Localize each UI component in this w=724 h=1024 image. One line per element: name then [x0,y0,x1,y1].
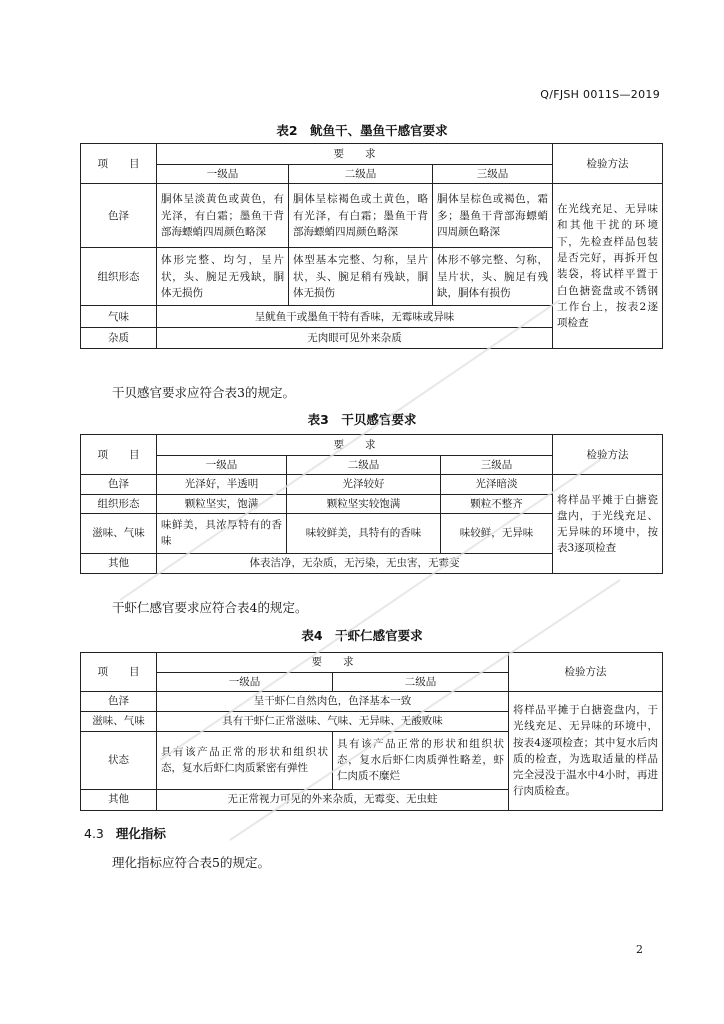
table3-row-name: 其他 [81,553,157,573]
table2-header-item: 项 目 [81,144,157,184]
table3-header-item: 项 目 [81,435,157,475]
table4-grade-2: 二级品 [333,673,509,692]
table2-cell: 无肉眼可见外来杂质 [157,328,553,349]
table2-cell: 胴体呈棕褐色或土黄色，略有光泽，有白霜；墨鱼干背部海螵蛸四周颜色略深 [289,184,433,248]
table2-grade-2: 二级品 [289,165,433,184]
table4-row-name: 滋味、气味 [81,711,157,731]
table2-row-name: 杂质 [81,328,157,349]
document-code: Q/FJSH 0011S—2019 [540,88,660,101]
table2-title: 表2 鱿鱼干、墨鱼干感官要求 [276,123,448,138]
paragraph: 干虾仁感官要求应符合表4的规定。 [112,600,308,615]
table2-method: 在光线充足、无异味和其他干扰的环境下，先检查样品包装是否完好，再拆开包装袋，将试样平置于白色搪瓷盘或不锈钢工作台上，按表2逐项检查 [553,184,663,349]
paragraph: 理化指标应符合表5的规定。 [112,855,270,870]
table2-header-requirement: 要 求 [157,144,553,165]
section-title: 理化指标 [115,826,166,841]
page-number: 2 [636,943,643,956]
table3 [80,434,663,574]
table4-cell: 具有该产品正常的形状和组织状态，复水后虾仁肉质弹性略差，虾仁肉质不糜烂 [333,731,509,789]
table3-row-name: 色泽 [81,475,157,494]
table4-header-requirement: 要 求 [157,653,509,673]
table4-row-name: 状态 [81,731,157,789]
table3-cell: 颗粒坚实较饱满 [287,494,441,513]
table3-cell: 光泽好，半透明 [157,475,287,494]
table2-cell: 胴体呈淡黄色或黄色，有光泽，有白霜；墨鱼干背部海螵蛸四周颜色略深 [157,184,289,248]
table3-cell: 颗粒坚实，饱满 [157,494,287,513]
table4-header-method: 检验方法 [509,653,663,692]
table2-header-method: 检验方法 [553,144,663,184]
table2-cell: 体形完整、均匀，呈片状，头、腕足无残缺，胴体无损伤 [157,248,289,306]
table3-title: 表3 干贝感官要求 [307,412,417,427]
table2 [80,143,663,349]
table4-cell: 呈干虾仁自然肉色，色泽基本一致 [157,692,509,711]
table3-grade-3: 三级品 [441,456,553,475]
table2-cell: 呈鱿鱼干或墨鱼干特有香味，无霉味或异味 [157,306,553,328]
section-number: 4.3 [84,826,104,841]
table2-cell: 胴体呈棕色或褐色，霜多；墨鱼干背部海螵蛸四周颜色略深 [433,184,553,248]
table2-row-name: 组织形态 [81,248,157,306]
table3-cell: 味较鲜美，具特有的香味 [287,513,441,553]
table3-row-name: 组织形态 [81,494,157,513]
table3-grade-1: 一级品 [157,456,287,475]
table3-cell: 味鲜美，具浓厚特有的香味 [157,513,287,553]
table2-cell: 体形不够完整、匀称，呈片状，头、腕足有残缺，胴体有损伤 [433,248,553,306]
table3-cell: 光泽较好 [287,475,441,494]
table3-row-name: 滋味、气味 [81,513,157,553]
table3-method: 将样品平摊于白搪瓷盘内，于光线充足、无异味的环境中，按表3逐项检查 [553,475,663,574]
table3-header-method: 检验方法 [553,435,663,475]
table3-header-requirement: 要 求 [157,435,553,456]
table4-grade-1: 一级品 [157,673,333,692]
section-heading [84,824,166,842]
table4-cell: 具有干虾仁正常滋味、气味、无异味、无酸败味 [157,711,509,731]
table4-title: 表4 干虾仁感官要求 [301,628,423,643]
paragraph: 干贝感官要求应符合表3的规定。 [112,385,295,400]
table3-cell: 味较鲜，无异味 [441,513,553,553]
table4 [80,652,663,811]
table3-cell: 颗粒不整齐 [441,494,553,513]
table3-cell: 体表洁净，无杂质，无污染，无虫害，无霉变 [157,553,553,573]
table4-row-name: 其他 [81,789,157,810]
table2-cell: 体型基本完整、匀称，呈片状，头、腕足稍有残缺，胴体无损伤 [289,248,433,306]
table3-grade-2: 二级品 [287,456,441,475]
table4-cell: 无正常视力可见的外来杂质，无霉变、无虫蛀 [157,789,509,810]
table4-method: 将样品平摊于白搪瓷盘内，于光线充足、无异味的环境中，按表4逐项检查；其中复水后肉质的检查，为选取适量的样品完全浸没于温水中4小时，再进行肉质检查。 [509,692,663,810]
table2-grade-1: 一级品 [157,165,289,184]
table4-header-item: 项 目 [81,653,157,692]
table2-row-name: 色泽 [81,184,157,248]
table4-row-name: 色泽 [81,692,157,711]
table2-grade-3: 三级品 [433,165,553,184]
table4-cell: 具有该产品正常的形状和组织状态，复水后虾仁肉质紧密有弹性 [157,731,333,789]
table2-row-name: 气味 [81,306,157,328]
table3-cell: 光泽暗淡 [441,475,553,494]
